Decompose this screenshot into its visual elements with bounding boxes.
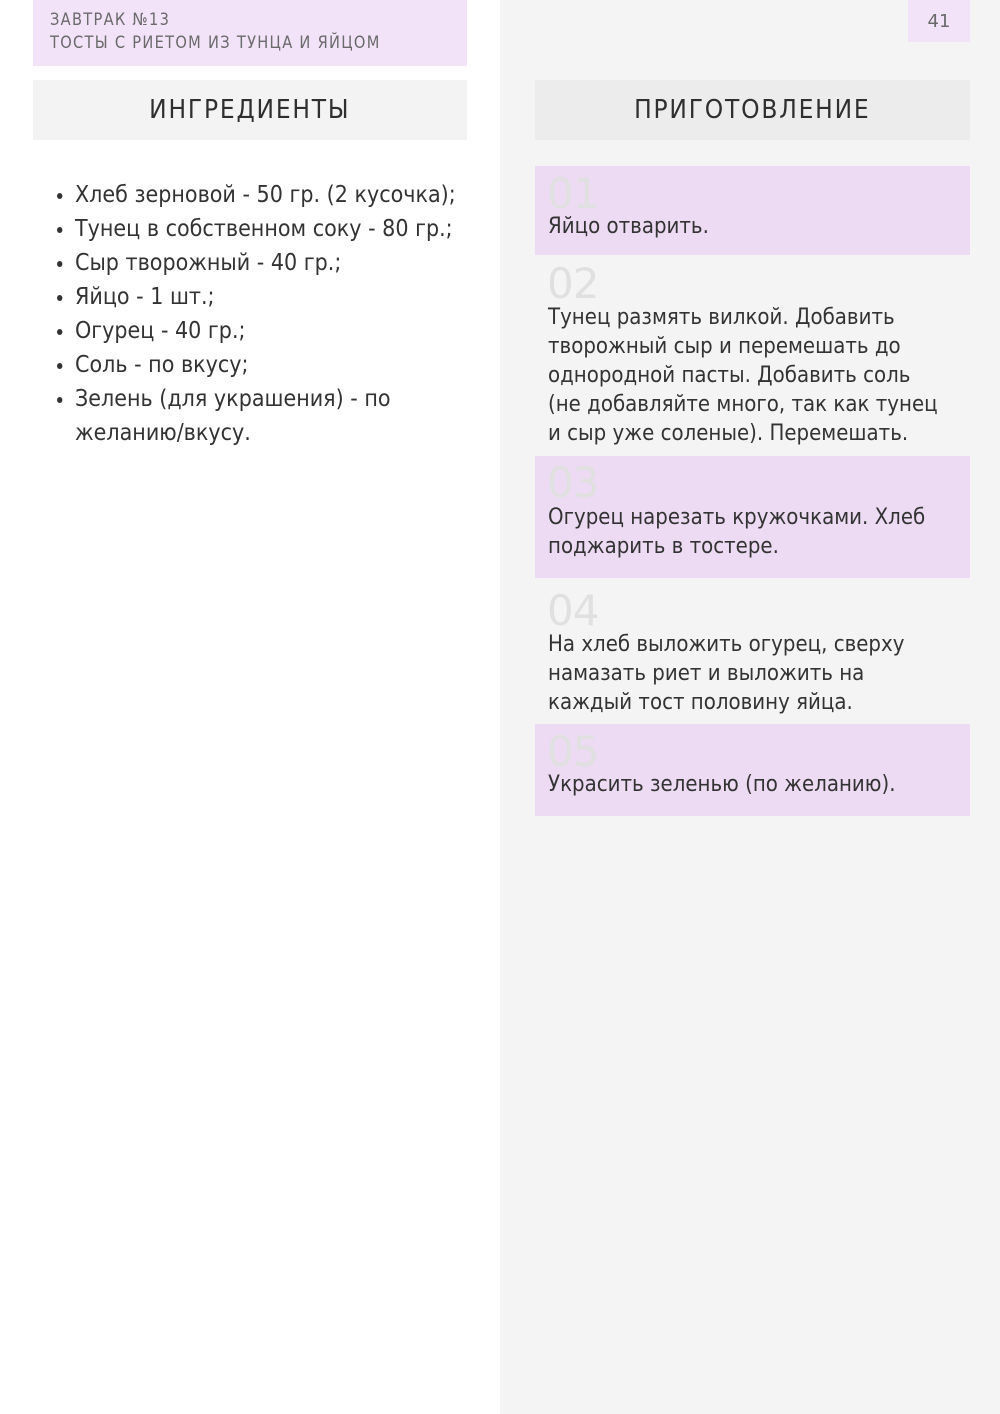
recipe-title: ТОСТЫ С РИЕТОМ ИЗ ТУНЦА И ЯЙЦОМ — [50, 33, 381, 53]
step-number: 04 — [547, 586, 599, 635]
preparation-heading — [535, 80, 970, 140]
step-1 — [535, 166, 970, 255]
meal-number: ЗАВТРАК №13 — [50, 10, 171, 30]
step-number: 01 — [547, 169, 599, 218]
ingredients-list — [50, 178, 495, 450]
ingredients-heading — [33, 80, 467, 140]
ingredient-item: Хлеб зерновой - 50 гр. (2 кусочка); — [75, 178, 471, 212]
recipe-header — [33, 0, 467, 66]
ingredient-item: Сыр творожный - 40 гр.; — [75, 246, 471, 280]
step-text: Тунец размять вилкой. Добавить творожный сыр и перемешать до однородной пасты. Добавить соль (не добавляйте много, так как тунец и сыр уже соленые). Перемешать. — [548, 305, 938, 446]
ingredient-item: Соль - по вкусу; — [75, 348, 471, 382]
ingredient-item: Тунец в собственном соку - 80 гр.; — [75, 212, 471, 246]
page-number: 41 — [908, 0, 970, 42]
step-text: Украсить зеленью (по желанию). — [548, 772, 896, 797]
step-text: Яйцо отварить. — [548, 214, 709, 239]
ingredient-item: Огурец - 40 гр.; — [75, 314, 471, 348]
ingredients-heading-label: ИНГРЕДИЕНТЫ — [149, 95, 351, 125]
ingredient-item: Яйцо - 1 шт.; — [75, 280, 471, 314]
ingredient-item: Зелень (для украшения) - по желанию/вкусу. — [75, 382, 471, 450]
step-number: 05 — [547, 727, 599, 776]
step-3 — [535, 456, 970, 578]
preparation-heading-label: ПРИГОТОВЛЕНИЕ — [634, 95, 871, 125]
step-text: На хлеб выложить огурец, сверху намазать риет и выложить на каждый тост половину яйца. — [548, 632, 905, 715]
step-text: Огурец нарезать кружочками. Хлеб поджарить в тостере. — [548, 505, 926, 559]
step-4 — [535, 578, 970, 724]
step-number: 02 — [547, 259, 599, 308]
step-5 — [535, 724, 970, 816]
step-number: 03 — [547, 458, 599, 507]
step-2 — [535, 255, 970, 456]
